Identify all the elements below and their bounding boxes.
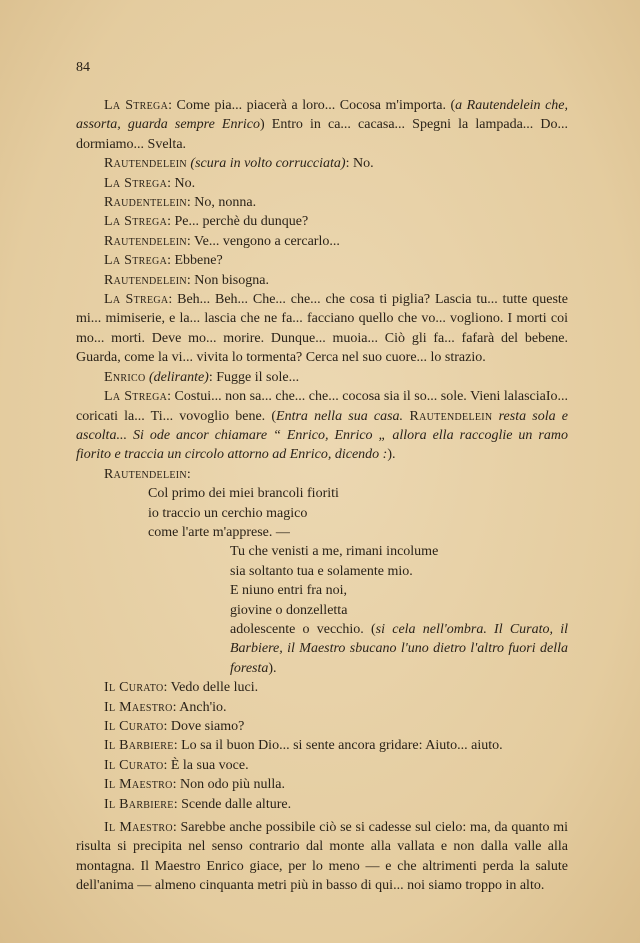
dialogue-line: [76, 271, 568, 290]
dialogue: : Vedo delle luci.: [163, 680, 259, 696]
dialogue-line: [76, 756, 568, 775]
dialogue-line: [76, 795, 568, 814]
dialogue-line: [76, 368, 568, 387]
speaker: Il Maestro: [104, 699, 173, 715]
speaker: Rautendelein: [403, 408, 493, 424]
dialogue: : Come pia... piacerà a loro... Cocosa m'importa. (: [168, 98, 456, 113]
dialogue: : Anch'io.: [172, 699, 227, 715]
dialogue: ).: [387, 447, 396, 463]
speaker: La Strega: [104, 98, 169, 113]
dialogue-line: [76, 736, 568, 755]
verse-line-with-direction: [76, 620, 568, 678]
dialogue: : Dove siamo?: [163, 719, 245, 734]
speaker: Il Curato: [104, 719, 164, 734]
verse-line: giovine o donzelletta: [230, 602, 348, 618]
dialogue: :: [186, 466, 191, 482]
dialogue-line: [76, 698, 568, 717]
paragraph: [76, 818, 568, 896]
dialogue-line: [76, 251, 568, 270]
dialogue: : Costui... non sa... che... che... cocosa sia il so... sole. Vieni lalasciaIo... coricati la... Ti... vovoglio bene. (: [76, 389, 568, 424]
dialogue: : Sarebbe anche possibile ciò se si cadesse sul cielo: ma, da quanto mi risulta si precipita nel senso contrario dal monte alla vallata e non dalla valle alla montagna. Il Maestro Enrico giace, per lo meno — e che altrimenti perda la salute dell'anima — almeno cinquanta metri più in basso di qui... noi siamo troppo in alto.: [76, 820, 568, 894]
dialogue-line: [76, 174, 568, 193]
dialogue: : Ve... vengono a cercarlo...: [186, 233, 340, 249]
speaker: Il Barbiere: [104, 796, 174, 812]
paragraph: [76, 290, 568, 368]
dialogue: : Ebbene?: [167, 253, 223, 269]
speaker: La Strega: [104, 214, 168, 230]
dialogue: : È la sua voce.: [163, 757, 249, 773]
speaker: Il Maestro: [104, 777, 173, 793]
speaker: Rautendelein: [104, 272, 187, 288]
dialogue-line: [76, 193, 568, 212]
verse-text: ).: [268, 660, 277, 676]
stage-direction: resta sola e ascolta... Si ode ancor chiamare “ Enrico, Enrico „ allora ella raccoglie un ramo fiorito e traccia un circolo attorno ad Enrico, dicendo :: [76, 408, 568, 463]
dialogue-line: [76, 154, 568, 173]
dialogue: : Scende dalle alture.: [173, 796, 292, 812]
verse-line: E niuno entri fra noi,: [230, 583, 348, 599]
paragraph: [76, 387, 568, 465]
stage-direction: (scura in volto corrucciata): [190, 156, 346, 172]
dialogue-line: [76, 232, 568, 251]
verse-line: Tu che venisti a me, rimani incolume: [230, 544, 439, 560]
page-number: 84: [76, 60, 90, 75]
stage-direction: si cela nell'ombra. Il Curato, il Barbiere, il Maestro sbucano l'uno dietro l'altro fuori della foresta: [230, 621, 568, 676]
dialogue: : Lo sa il buon Dio... si sente ancora gridare: Aiuto... aiuto.: [173, 738, 503, 754]
dialogue: : No.: [167, 175, 196, 191]
dialogue: : Pe... perchè du dunque?: [167, 214, 309, 230]
dialogue-line: [76, 775, 568, 794]
speaker: Raudentelein: [104, 195, 187, 211]
dialogue: : No.: [345, 156, 374, 172]
speaker: Il Barbiere: [104, 738, 174, 754]
speaker: La Strega: [104, 175, 168, 191]
dialogue: : Non odo più nulla.: [172, 777, 286, 793]
speaker: La Strega: [104, 253, 168, 269]
dialogue-line: [76, 678, 568, 697]
speaker: La Strega: [104, 389, 168, 405]
dialogue: : No, nonna.: [186, 195, 257, 211]
verse-line: sia soltanto tua e solamente mio.: [230, 563, 413, 579]
stage-direction: Entra nella sua casa.: [276, 408, 404, 424]
dialogue: : Beh... Beh... Che... che... che cosa ti piglia? Lascia tu... tutte queste mi... mimiserie, e la... lascia che ne fa... facciano quello che vo... vogliono. I morti coi mo... morti. Deve mo... morire. Dunque... muoia... Ciò gli fa... fafarà del bebene. Guarda, come la vi... vivita lo tormenta? Cerca nel suo cuore... lo strazio.: [76, 292, 568, 366]
verse-line: Col primo dei miei brancoli fioriti: [148, 486, 339, 502]
stage-direction: (delirante): [148, 369, 209, 385]
page-text: [76, 96, 568, 896]
dialogue-line: [76, 212, 568, 231]
verse-text: adolescente o vecchio. (: [230, 621, 376, 637]
dialogue: ) Entro in ca... cacasa... Spegni la lampada... Do... dormiamo... Svelta.: [76, 117, 569, 152]
speaker: Rautendelein: [104, 466, 187, 482]
speaker: Il Curato: [104, 680, 164, 696]
dialogue: : Fugge il sole...: [208, 369, 300, 385]
dialogue-line: [76, 717, 568, 736]
dialogue: : Non bisogna.: [186, 272, 269, 288]
speaker: La Strega: [104, 292, 169, 308]
verse-line: io traccio un cerchio magico: [148, 505, 308, 521]
dialogue-line: [76, 465, 568, 484]
verse-line: come l'arte m'apprese. —: [148, 524, 290, 540]
speaker: Il Curato: [104, 757, 164, 773]
stage-direction: a Rautendelein che, assorta, guarda sempre Enrico: [76, 98, 568, 133]
speaker: Enrico: [104, 369, 146, 385]
paragraph: [76, 96, 568, 154]
speaker: Rautendelein: [104, 233, 187, 249]
speaker: Il Maestro: [104, 820, 173, 836]
speaker: Rautendelein: [104, 156, 187, 172]
